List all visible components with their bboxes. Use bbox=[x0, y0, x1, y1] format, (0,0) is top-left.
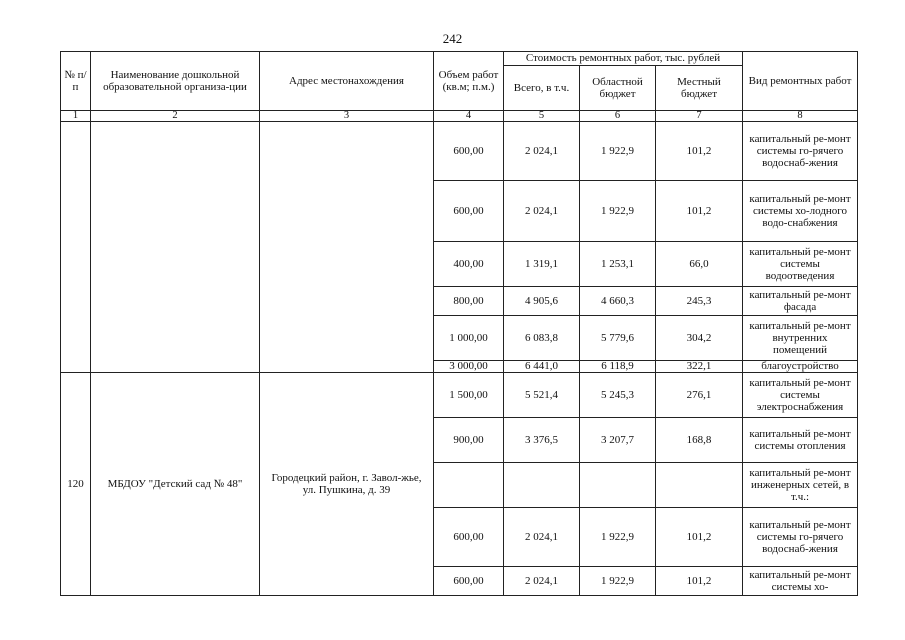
header-local: Местный бюджет bbox=[656, 66, 743, 111]
column-number: 8 bbox=[743, 111, 858, 122]
total-cell: 6 083,8 bbox=[504, 316, 580, 361]
regional-cell: 6 118,9 bbox=[580, 361, 656, 373]
local-cell: 322,1 bbox=[656, 361, 743, 373]
local-cell bbox=[656, 463, 743, 508]
kind-cell: капитальный ре-монт системы электроснабжения bbox=[743, 373, 858, 418]
total-cell: 5 521,4 bbox=[504, 373, 580, 418]
volume-cell: 1 500,00 bbox=[434, 373, 504, 418]
address-cell: Городецкий район, г. Завол-жье, ул. Пушкина, д. 39 bbox=[260, 373, 434, 596]
regional-cell: 3 207,7 bbox=[580, 418, 656, 463]
total-cell: 6 441,0 bbox=[504, 361, 580, 373]
kind-cell: капитальный ре-монт системы водоотведения bbox=[743, 242, 858, 287]
no-cell: 120 bbox=[61, 373, 91, 596]
local-cell: 101,2 bbox=[656, 567, 743, 596]
total-cell: 3 376,5 bbox=[504, 418, 580, 463]
page-number: 242 bbox=[442, 31, 463, 46]
name-cell bbox=[91, 122, 260, 373]
regional-cell: 5 779,6 bbox=[580, 316, 656, 361]
regional-cell bbox=[580, 463, 656, 508]
name-cell: МБДОУ "Детский сад № 48" bbox=[91, 373, 260, 596]
column-number: 1 bbox=[61, 111, 91, 122]
volume-cell: 600,00 bbox=[434, 567, 504, 596]
kind-cell: капитальный ре-монт фасада bbox=[743, 287, 858, 316]
local-cell: 168,8 bbox=[656, 418, 743, 463]
header-kind: Вид ремонтных работ bbox=[743, 52, 858, 111]
column-number: 7 bbox=[656, 111, 743, 122]
kind-cell: капитальный ре-монт системы го-рячего водоснаб-жения bbox=[743, 122, 858, 181]
regional-cell: 1 922,9 bbox=[580, 122, 656, 181]
column-number: 5 bbox=[504, 111, 580, 122]
page-bottom-margin bbox=[0, 609, 905, 640]
total-cell: 4 905,6 bbox=[504, 287, 580, 316]
local-cell: 101,2 bbox=[656, 122, 743, 181]
kind-cell: капитальный ре-монт внутренних помещений bbox=[743, 316, 858, 361]
local-cell: 101,2 bbox=[656, 181, 743, 242]
header-total: Всего, в т.ч. bbox=[504, 66, 580, 111]
regional-cell: 1 922,9 bbox=[580, 508, 656, 567]
total-cell: 2 024,1 bbox=[504, 567, 580, 596]
column-number: 2 bbox=[91, 111, 260, 122]
regional-cell: 4 660,3 bbox=[580, 287, 656, 316]
kind-cell: благоустройство bbox=[743, 361, 858, 373]
table-row bbox=[61, 373, 858, 418]
header-cost-group: Стоимость ремонтных работ, тыс. рублей bbox=[504, 52, 743, 66]
volume-cell: 600,00 bbox=[434, 181, 504, 242]
address-cell bbox=[260, 122, 434, 373]
header-no: № п/п bbox=[61, 52, 91, 111]
column-numbers-row bbox=[61, 111, 858, 122]
regional-cell: 5 245,3 bbox=[580, 373, 656, 418]
volume-cell: 900,00 bbox=[434, 418, 504, 463]
header-regional: Областной бюджет bbox=[580, 66, 656, 111]
kind-cell: капитальный ре-монт инженерных сетей, в т.ч.: bbox=[743, 463, 858, 508]
volume-cell bbox=[434, 463, 504, 508]
regional-cell: 1 253,1 bbox=[580, 242, 656, 287]
local-cell: 245,3 bbox=[656, 287, 743, 316]
volume-cell: 800,00 bbox=[434, 287, 504, 316]
local-cell: 304,2 bbox=[656, 316, 743, 361]
kind-cell: капитальный ре-монт системы хо-лодного водо-снабжения bbox=[743, 181, 858, 242]
table-row bbox=[61, 122, 858, 181]
total-cell: 2 024,1 bbox=[504, 122, 580, 181]
kind-cell: капитальный ре-монт системы го-рячего водоснаб-жения bbox=[743, 508, 858, 567]
volume-cell: 3 000,00 bbox=[434, 361, 504, 373]
local-cell: 276,1 bbox=[656, 373, 743, 418]
volume-cell: 600,00 bbox=[434, 122, 504, 181]
local-cell: 66,0 bbox=[656, 242, 743, 287]
column-number: 4 bbox=[434, 111, 504, 122]
volume-cell: 1 000,00 bbox=[434, 316, 504, 361]
no-cell bbox=[61, 122, 91, 373]
total-cell: 1 319,1 bbox=[504, 242, 580, 287]
volume-cell: 600,00 bbox=[434, 508, 504, 567]
volume-cell: 400,00 bbox=[434, 242, 504, 287]
repair-works-table bbox=[60, 51, 858, 596]
total-cell: 2 024,1 bbox=[504, 181, 580, 242]
total-cell: 2 024,1 bbox=[504, 508, 580, 567]
header-volume: Объем работ (кв.м; п.м.) bbox=[434, 52, 504, 111]
regional-cell: 1 922,9 bbox=[580, 181, 656, 242]
total-cell bbox=[504, 463, 580, 508]
local-cell: 101,2 bbox=[656, 508, 743, 567]
kind-cell: капитальный ре-монт системы отопления bbox=[743, 418, 858, 463]
header-address: Адрес местонахождения bbox=[260, 52, 434, 111]
regional-cell: 1 922,9 bbox=[580, 567, 656, 596]
header-name: Наименование дошкольной образовательной организа-ции bbox=[91, 52, 260, 111]
column-number: 3 bbox=[260, 111, 434, 122]
column-number: 6 bbox=[580, 111, 656, 122]
kind-cell: капитальный ре-монт системы хо- bbox=[743, 567, 858, 596]
